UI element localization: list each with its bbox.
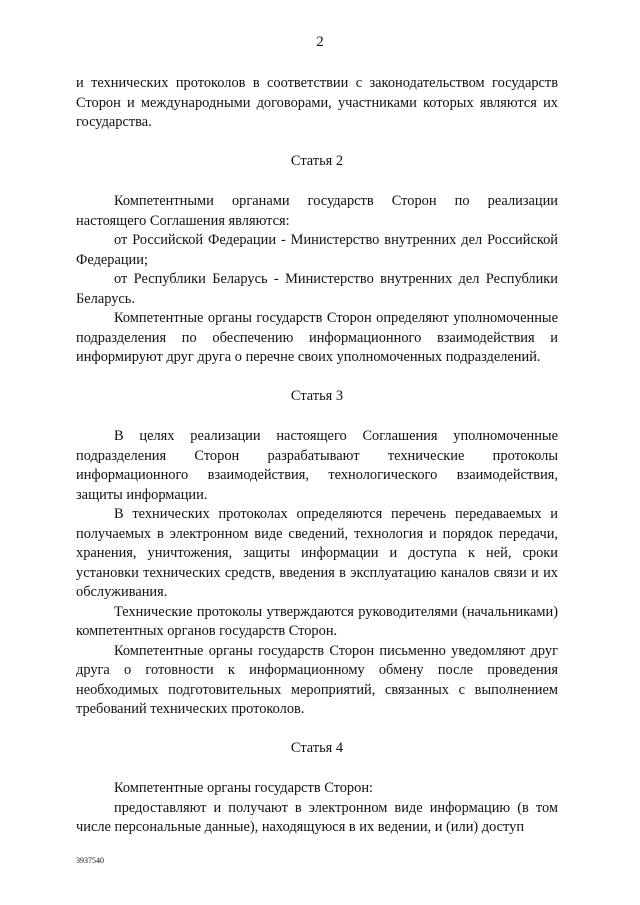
article-4-paragraph: предоставляют и получают в электронном виде информацию (в том числе персональные данные), находящуюся в их ведении, и (или) доступ (76, 799, 558, 835)
article-2-paragraph: от Российской Федерации - Министерство внутренних дел Российской Федерации; (76, 232, 558, 268)
article-3-paragraph: В технических протоколах определяются перечень передаваемых и получаемых в электронном виде сведений, технология и порядок передачи, хранения, уничтожения, защиты информации и доступа к ней, сроки установки технических средств, введения в эксплуатацию каналов связи и их обслуживания. (76, 506, 558, 600)
document-code: 3937540 (76, 856, 104, 865)
article-2-heading: Статья 2 (290, 152, 344, 169)
article-2-paragraph: Компетентные органы государств Сторон определяют уполномоченные подразделения по обеспечению информационного взаимодействия и информируют друг друга о перечне своих уполномоченных подразделений. (76, 310, 558, 365)
article-2-paragraph: от Республики Беларусь - Министерство внутренних дел Республики Беларусь. (76, 271, 558, 307)
document-body (76, 74, 558, 838)
continuation-paragraph: и технических протоколов в соответствии с законодательством государств Сторон и международными договорами, участниками которых являются их государства. (76, 75, 558, 130)
page-number: 2 (316, 34, 324, 50)
article-3-paragraph: Компетентные органы государств Сторон письменно уведомляют друг друга о готовности к информационному обмену после проведения необходимых подготовительных мероприятий, связанных с выполнением требований технических протоколов. (76, 642, 558, 717)
article-3-heading: Статья 3 (290, 387, 344, 404)
article-3-paragraph: Технические протоколы утверждаются руководителями (начальниками) компетентных органов государств Сторон. (76, 603, 558, 639)
article-2-paragraph: Компетентными органами государств Сторон по реализации настоящего Соглашения являются: (76, 193, 558, 229)
article-3-paragraph: В целях реализации настоящего Соглашения уполномоченные подразделения Сторон разрабатывают технические протоколы информационного взаимодействия, технологического взаимодействия, защиты информации. (76, 428, 558, 503)
article-4-heading: Статья 4 (290, 739, 344, 756)
article-4-paragraph: Компетентные органы государств Сторон: (114, 780, 374, 796)
